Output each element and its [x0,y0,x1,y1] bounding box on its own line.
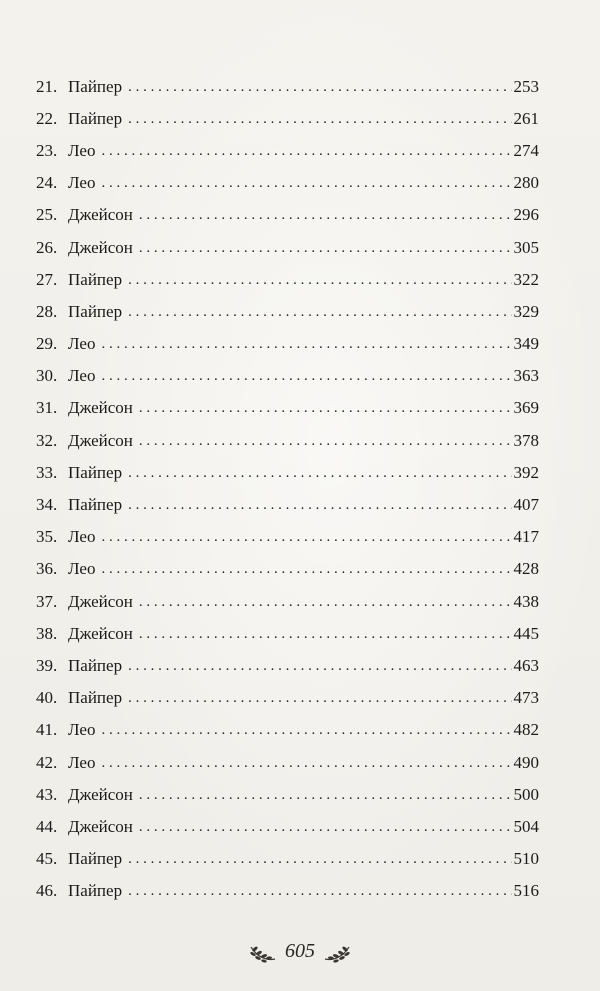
chapter-title: Джейсон [68,430,133,450]
chapter-number: 24. [36,173,58,193]
dot-leader [139,208,512,223]
chapter-number: 26. [36,237,58,257]
dot-leader [139,434,512,449]
toc-entry [36,617,539,649]
toc-entry [36,102,539,134]
dot-leader [128,659,511,674]
chapter-title: Пайпер [68,655,123,675]
chapter-title: Пайпер [68,849,123,869]
chapter-title: Лео [68,334,96,354]
chapter-number: 46. [36,881,58,901]
dot-leader [139,627,512,642]
chapter-title: Пайпер [68,301,123,321]
chapter-title: Лео [68,366,96,386]
chapter-number: 21. [36,76,58,96]
chapter-title: Пайпер [68,108,123,128]
page-reference: 417 [513,527,539,547]
page-reference: 392 [513,462,539,482]
page-reference: 504 [513,816,539,836]
toc-entry [36,843,539,875]
dot-leader [101,723,511,738]
page-reference: 473 [513,688,539,708]
chapter-number: 25. [36,205,58,225]
chapter-number: 34. [36,495,58,515]
toc-entry [36,746,539,778]
chapter-title: Пайпер [68,495,123,515]
chapter-title: Джейсон [68,816,133,836]
dot-leader [128,273,511,288]
dot-leader [139,401,512,416]
page-reference: 296 [513,205,539,225]
page-reference: 322 [513,269,539,289]
dot-leader [101,562,511,577]
page-number: 605 [285,940,315,962]
toc-entry [36,682,539,714]
chapter-number: 31. [36,398,58,418]
chapter-title: Лео [68,752,96,772]
page-reference: 482 [513,720,539,740]
chapter-number: 37. [36,591,58,611]
chapter-number: 40. [36,688,58,708]
dot-leader [128,466,511,481]
page-footer [0,940,600,963]
dot-leader [101,144,511,159]
page-reference: 510 [513,849,539,869]
dot-leader [101,756,511,771]
chapter-number: 38. [36,623,58,643]
chapter-title: Лео [68,527,96,547]
page-reference: 438 [513,591,539,611]
toc-entry [36,778,539,810]
dot-leader [128,884,511,899]
laurel-left-icon [247,941,277,963]
dot-leader [128,498,511,513]
laurel-right-icon [323,941,353,963]
chapter-number: 43. [36,784,58,804]
page-reference: 329 [513,301,539,321]
dot-leader [128,691,511,706]
page-reference: 261 [513,108,539,128]
dot-leader [139,241,512,256]
page-reference: 280 [513,173,539,193]
chapter-title: Пайпер [68,688,123,708]
toc-entry [36,714,539,746]
chapter-title: Джейсон [68,784,133,804]
toc-entry [36,263,539,295]
page-reference: 349 [513,334,539,354]
dot-leader [128,80,511,95]
dot-leader [101,337,511,352]
page-reference: 253 [513,76,539,96]
chapter-number: 41. [36,720,58,740]
chapter-number: 32. [36,430,58,450]
dot-leader [139,820,512,835]
toc-entry [36,392,539,424]
page-reference: 490 [513,752,539,772]
toc-entry [36,134,539,166]
page-reference: 363 [513,366,539,386]
table-of-contents [36,70,539,907]
page-reference: 369 [513,398,539,418]
chapter-number: 29. [36,334,58,354]
dot-leader [128,305,511,320]
toc-entry [36,521,539,553]
chapter-number: 30. [36,366,58,386]
page-reference: 305 [513,237,539,257]
chapter-number: 42. [36,752,58,772]
chapter-title: Пайпер [68,76,123,96]
chapter-title: Пайпер [68,462,123,482]
dot-leader [101,530,511,545]
toc-entry [36,456,539,488]
dot-leader [101,369,511,384]
page-reference: 516 [513,881,539,901]
chapter-number: 22. [36,108,58,128]
page-reference: 274 [513,140,539,160]
chapter-title: Лео [68,173,96,193]
chapter-number: 39. [36,655,58,675]
dot-leader [139,595,512,610]
page-reference: 500 [513,784,539,804]
toc-entry [36,70,539,102]
toc-entry [36,328,539,360]
toc-entry [36,875,539,907]
page-reference: 463 [513,655,539,675]
chapter-number: 35. [36,527,58,547]
chapter-title: Пайпер [68,881,123,901]
toc-entry [36,199,539,231]
dot-leader [139,788,512,803]
chapter-number: 23. [36,140,58,160]
toc-entry [36,167,539,199]
chapter-title: Лео [68,720,96,740]
chapter-title: Джейсон [68,398,133,418]
chapter-title: Лео [68,140,96,160]
toc-entry [36,295,539,327]
toc-entry [36,810,539,842]
toc-entry [36,649,539,681]
chapter-title: Джейсон [68,623,133,643]
page-reference: 428 [513,559,539,579]
dot-leader [128,852,511,867]
chapter-number: 36. [36,559,58,579]
toc-entry [36,488,539,520]
page-reference: 378 [513,430,539,450]
chapter-number: 27. [36,269,58,289]
chapter-title: Пайпер [68,269,123,289]
toc-entry [36,553,539,585]
chapter-title: Джейсон [68,591,133,611]
page-reference: 445 [513,623,539,643]
toc-entry [36,424,539,456]
toc-entry [36,231,539,263]
dot-leader [101,176,511,191]
page-reference: 407 [513,495,539,515]
dot-leader [128,112,511,127]
chapter-title: Лео [68,559,96,579]
chapter-title: Джейсон [68,237,133,257]
toc-entry [36,360,539,392]
chapter-number: 33. [36,462,58,482]
chapter-number: 44. [36,816,58,836]
chapter-title: Джейсон [68,205,133,225]
chapter-number: 45. [36,849,58,869]
toc-entry [36,585,539,617]
chapter-number: 28. [36,301,58,321]
